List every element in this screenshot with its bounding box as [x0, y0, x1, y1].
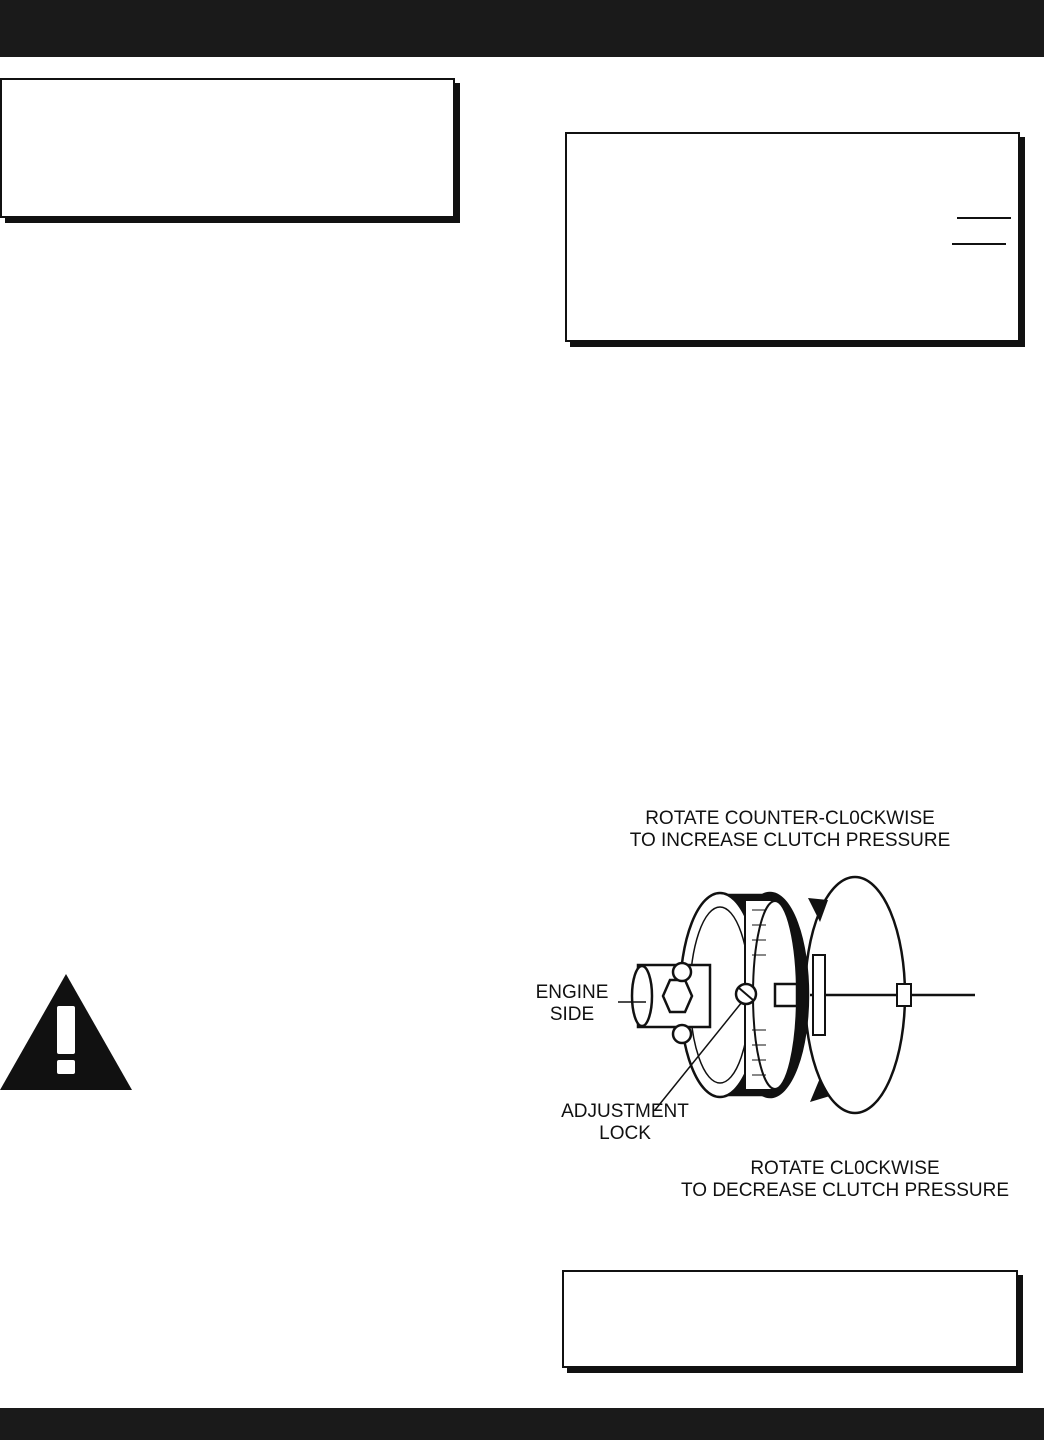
- label-engine-line2: SIDE: [549, 1004, 595, 1025]
- warning-triangle-icon: [0, 974, 132, 1090]
- label-ccw-line2: TO INCREASE CLUTCH PRESSURE: [629, 830, 951, 851]
- bolt-top-icon: [673, 963, 691, 981]
- bolt-bottom-icon: [673, 1025, 691, 1043]
- shaft-block: [897, 984, 911, 1006]
- label-ccw-line1: ROTATE COUNTER-CL0CKWISE: [645, 808, 935, 829]
- label-cw-line1: ROTATE CL0CKWISE: [750, 1158, 940, 1179]
- blank-line-1: [957, 217, 1011, 219]
- info-box-top-left: [0, 78, 455, 218]
- label-adjust-line2: LOCK: [599, 1123, 651, 1144]
- label-ccw: [605, 808, 975, 852]
- label-engine-line1: ENGINE: [535, 982, 609, 1003]
- arrow-cw-icon: [810, 1078, 830, 1102]
- info-box-bottom-right: [562, 1270, 1018, 1368]
- clutch-illustration: [520, 870, 990, 1150]
- label-adjust-line1: ADJUSTMENT: [561, 1101, 689, 1122]
- info-box-top-right: [565, 132, 1020, 342]
- footer-bar: [0, 1408, 1044, 1440]
- hex-nut-icon: [663, 980, 692, 1012]
- adjustment-lock-tab: [775, 984, 797, 1006]
- blank-line-2: [952, 243, 1006, 245]
- label-cw-line2: TO DECREASE CLUTCH PRESSURE: [681, 1180, 1009, 1201]
- label-cw: [660, 1158, 1030, 1202]
- header-bar: [0, 0, 1044, 57]
